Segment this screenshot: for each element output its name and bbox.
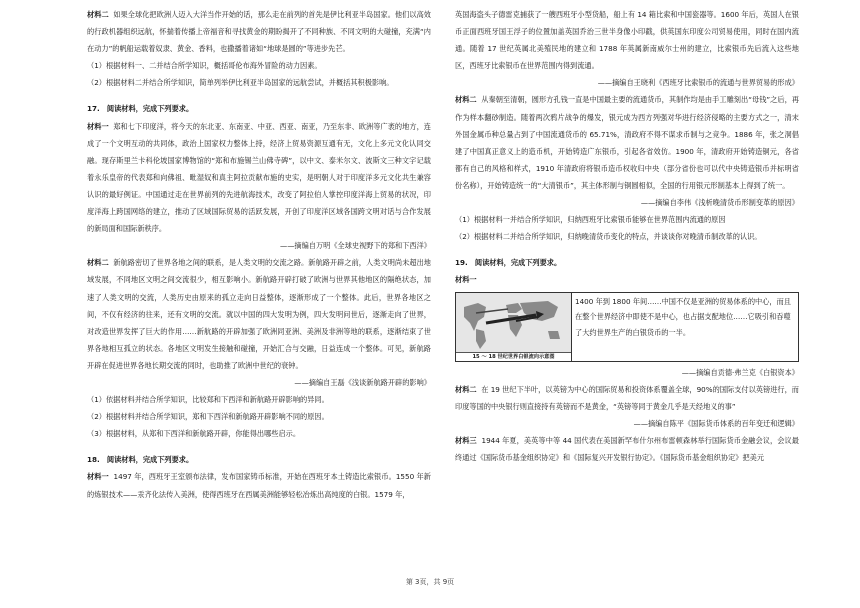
q19-material-1-label: 材料一	[455, 275, 477, 285]
material-2-paragraph: 材料二 如果全球化把欧洲人迈入大洋当作开始的话，那么走在前列的首先是伊比利亚半岛国家。他们以高效的行政机器组织远航，怀揣着传播上帝福音和寻找黄金的期盼揭开了不同种族、不同文明的大碰撞，充满“内在动力”的帆船运载着奴隶、黄金、香料，也撒播着诸如“地球是圆的”等进步先芒。	[87, 10, 431, 54]
q18-question-1: （1）根据材料一并结合所学知识，归纳西班牙比索银币能够在世界范围内流通的原因	[455, 215, 726, 225]
q19-material-3: 材料三 1944 年夏，美英等中等 44 国代表在美国新罕布什尔州布雷顿森林举行国际货币金融会议，会议最终通过《国际货币基金组织协定》和《国际复兴开发银行协定》。《国际货币基金组织协定》把美元	[455, 435, 799, 462]
q18-material-1-source: ——摘编自王晓利《西班牙比索银币的流通与世界贸易的形成》	[597, 78, 799, 88]
q18-material-2-source: ——摘编自李伟《浅析晚清货币形制变革的原因》	[640, 198, 799, 208]
q18-material-2: 材料二 从秦朝至清朝，圆形方孔钱一直是中国最主要的流通货币，其制作均是由手工雕刻出“母钱”之后，再作为样本翻砂制造。随着两次鸦片战争的爆发，银元成为西方列强对华进行经济侵略的主要方式之一，清末外国金属币种总量占到了中国流通货币的 65.71%，清政府不得不谋求币制与之竞争。1886 年，张之洞倡建了中国真正意义上的造币机，开始铸造广东银币，引起各省效仿。1900 年，清政府开始铸造铜元，各省都有自己的风格和样式，1910 年清政府将银币造币权收归中央（部分省份也可以代中央铸造银币并标明省份名称），开始铸造统一的“大清银币”，其主体形制与铜圆相似，全国的行用银元形制基本上得到了统一。	[455, 95, 799, 190]
question-19-title: 19. 阅读材料，完成下列要求。	[455, 258, 562, 268]
material-label: 材料二	[455, 384, 477, 394]
q17-question-2: （2）根据材料并结合所学知识，郑和下西洋和新航路开辟影响不同的原因。	[87, 412, 329, 422]
material-label: 材料三	[455, 435, 477, 445]
world-map-icon	[456, 293, 571, 353]
silver-flow-map	[455, 292, 572, 362]
map-caption: 15 ～ 18 世纪世界白银流向示意图	[456, 352, 571, 361]
q19-material-1-source: ——摘编自贡德·弗兰克《白银资本》	[681, 367, 799, 377]
q17-material-1-source: ——摘编自万明《全球史视野下的郑和下西洋》	[280, 241, 431, 251]
q19-material-2-source: ——摘编自陈平《国际货币体系的百年变迁和逻辑》	[633, 418, 799, 428]
q19-material-2: 材料二 在 19 世纪下半叶，以英镑为中心的国际贸易和投资体系覆盖全球，90%的国际支付以英镑进行，而印度等国的中央银行则直接持有英镑而不是黄金，“英镑等同于黄金几乎是天经地义的事”	[455, 384, 799, 411]
q18-material-1-continued: 英国海盗头子德雷克捕获了一艘西班牙小型货船，船上有 14 箱比索和中国瓷器等。1600 年后，英国人在银币正面西班牙国王浮子的位置加盖英国乔治三世半身像小印戳，供英国东印度公司贸易使用，同时在国内流通。随着 17 世纪英属北美殖民地的建立和 1788 年英属新南威尔士州的建立，比索银币先后流入这些地区，西班牙比索银币在世界范围内得到流通。	[455, 10, 799, 71]
material-label: 材料一	[87, 472, 109, 482]
q19-map-block	[455, 292, 799, 362]
page-footer: 第 3页，共 9页	[405, 578, 455, 586]
q17-material-2: 材料二 新航路密切了世界各地之间的联系，是人类文明的交流之路。新航路开辟之前，人类文明尚未超出地域发展，不同地区文明之间交流很少，相互影响小。新航路开辟打破了欧洲与世界其他地区的隔绝状态，加速了人类文明的交流，人类历史由原来的孤立走向日益整体，逐渐形成了一个整体。此后，世界各地区之间，不仅有经济的往来，还有文明的交流。就以中国的四大发明为例，四大发明问世后，逐渐走向了世界，对改造世界发挥了巨大的作用……新航路的开辟加强了欧洲同亚洲、美洲及非洲等地的联系，逐渐结束了世界各地相互孤立的状态。各地区文明发生接触和碰撞，开始汇合与交融，日益连成一个整体。可见，新航路开辟在促进世界各地长期交流的同时，也助推了欧洲中世纪的衰钟。	[87, 258, 431, 370]
question-1: （1）根据材料一、二并结合所学知识，概括哥伦布海外冒险的动力因素。	[87, 61, 322, 71]
q17-question-1: （1）依据材料并结合所学知识，比较郑和下西洋和新航路开辟影响的异同。	[87, 395, 329, 405]
material-label: 材料二	[87, 10, 109, 19]
left-column	[87, 0, 431, 503]
q17-material-1: 材料一 郑和七下印度洋，将今天的东北亚、东南亚、中亚、西亚、南亚，乃至东非、欧洲等广袤的地方，连成了一个文明互动的共同体，政治上国家权力整体上持，经济上贸易资源互通有无，文化上多元文化认同交融。现存斯里兰卡科伦坡国家博物馆的“郑和布施锡兰山佛寺碑”，以中文、泰米尔文、波斯文三种文字记载着永乐皇帝的代表郑和向佛祖、毗湿奴和真主阿拉贡献布施的史实，是明朝人对于印度洋多元文化共生兼容认识的最好例证。中国通过走在世界前列的先进航海技术，改变了阿拉伯人掌控印度洋海上贸易的状况，印度洋海上跨国网络的建立，推动了区域国际贸易的活跃发展，开创了印度洋区域各国跨文明对话与合作发展的新局面和国际新秩序。	[87, 121, 431, 234]
material-label: 材料二	[87, 258, 109, 268]
question-2: （2）根据材料二并结合所学知识，简单列举伊比利亚半岛国家的远航尝试，并概括其积极影响。	[87, 78, 394, 88]
question-18-title: 18. 阅读材料，完成下列要求。	[87, 455, 194, 465]
q18-material-1: 材料一 1497 年，西班牙王室颁布法律，发布国家铸币标准，开始在西班牙本土铸造比索银币。1550 年新的炼银技术——汞齐化法传入美洲，使得西班牙在西属美洲能够轻松冶炼出高纯度的白银。1579 年，	[87, 472, 431, 499]
map-side-text: 1400 年到 1800 年间……中国不仅是亚洲的贸易体系的中心，而且在整个世界经济中即使不是中心，也占据支配地位……它吸引和吞噬了大约世界生产的白银货币的一半。	[572, 292, 799, 362]
material-label: 材料二	[455, 95, 477, 105]
q17-question-3: （3）根据材料，从郑和下西洋和新航路开辟，你能得出哪些启示。	[87, 429, 301, 439]
q18-question-2: （2）根据材料二并结合所学知识，归纳晚清货币变化的特点，并谈谈你对晚清币制改革的认识。	[455, 232, 762, 242]
right-column	[455, 0, 799, 466]
question-17-title: 17. 阅读材料，完成下列要求。	[87, 104, 194, 114]
material-label: 材料一	[87, 121, 109, 131]
q17-material-2-source: ——摘编自王磊《浅谈新航路开辟的影响》	[294, 377, 431, 387]
